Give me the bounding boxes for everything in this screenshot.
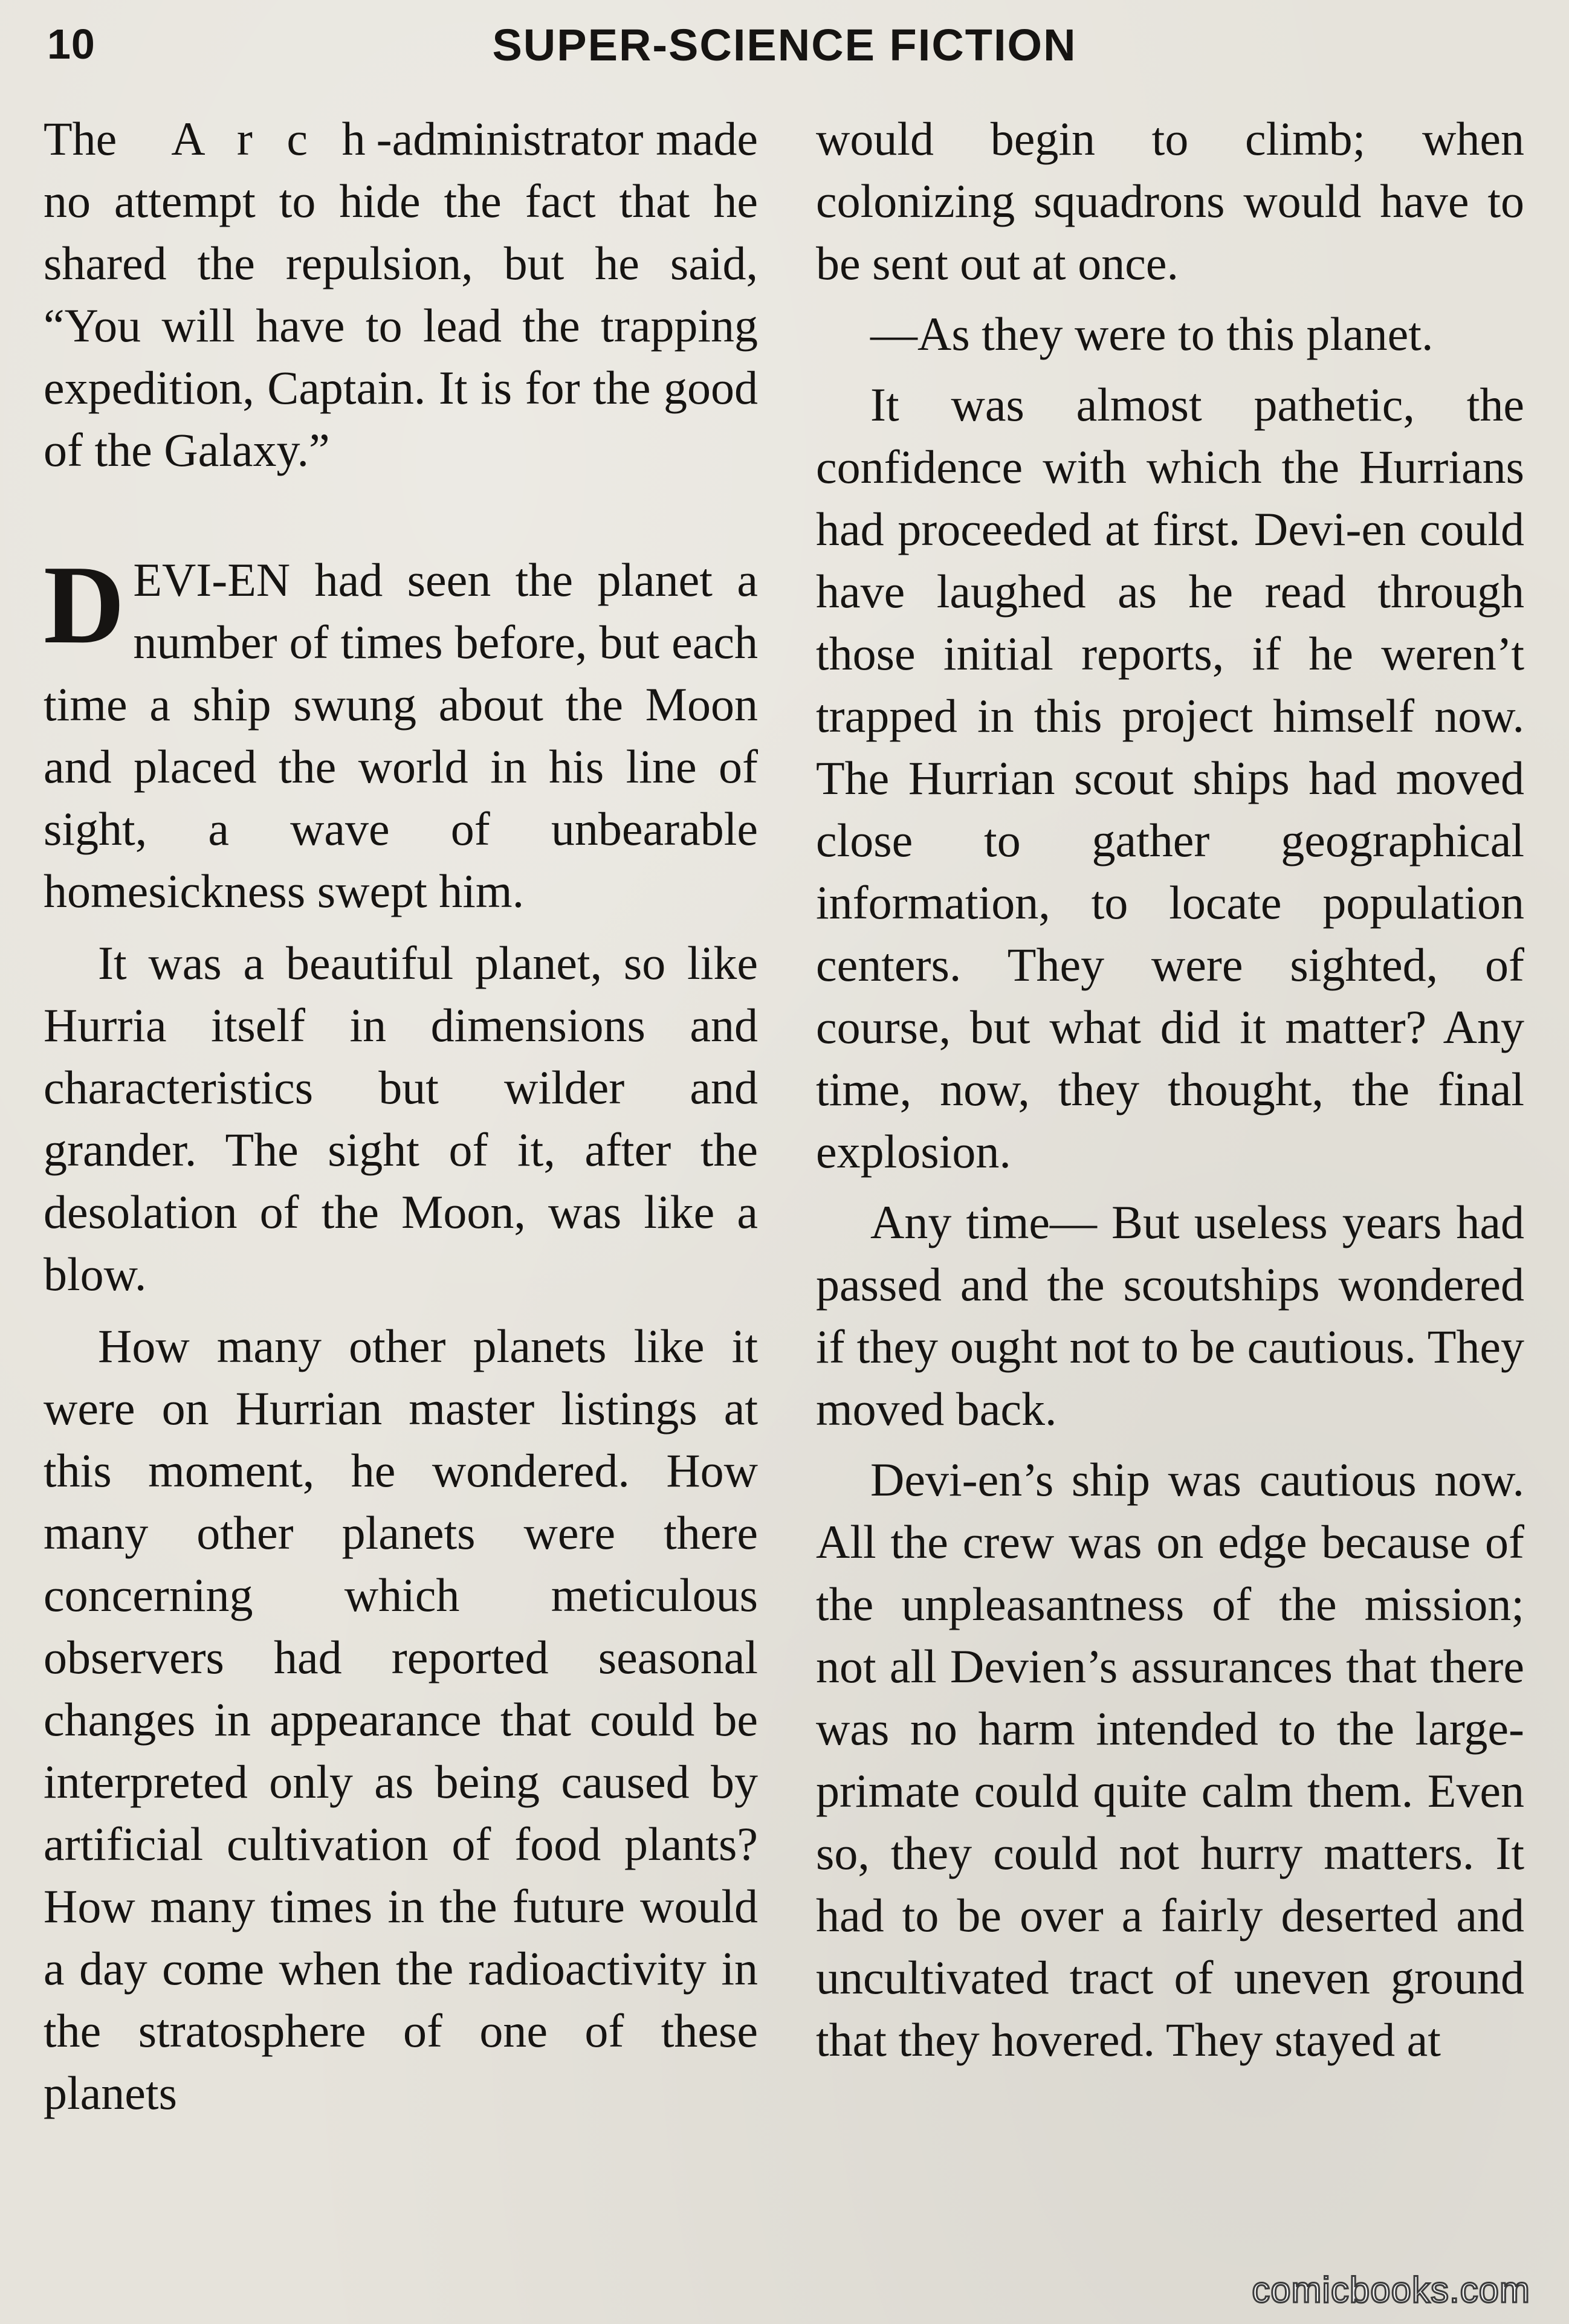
paragraph-text: had seen the planet a number of times before, but each time a ship swung about the Moon and placed the world in his line of sight, a wave of unbearable homesickness swept him. xyxy=(44,554,758,917)
left-column xyxy=(44,108,758,2124)
paragraph: It was a beautiful planet, so like Hurria itself in dimensions and characteristics but wilder and grander. The sight of it, after the desolation of the Moon, was like a blow. xyxy=(44,937,758,1300)
paragraph: It was almost pathetic, the confidence with which the Hurrians had proceeded at first. Devi-en could have laughed as he read through those initial reports, if he weren’t trapped in this project himself now. The Hurrian scout ships had moved close to gather geographical information, to locate population centers. They were sighted, of course, but what did it matter? Any time, now, they thought, the final explosion. xyxy=(816,378,1524,1178)
paragraph: Any time— But useless years had passed and the scoutships wondered if they ought not to be cautious. They moved back. xyxy=(816,1196,1524,1435)
paragraph-lead: The xyxy=(44,112,117,165)
drop-cap: D xyxy=(44,543,125,667)
site-watermark: comicbooks.com xyxy=(1252,2270,1530,2310)
spaced-word: A r c h xyxy=(171,112,377,165)
lead-in-caps: EVI-EN xyxy=(133,554,291,606)
running-head-title: SUPER-SCIENCE FICTION xyxy=(492,20,1077,70)
paragraph: Devi-en’s ship was cautious now. All the crew was on edge because of the unpleasantness of the mission; not all Devien’s assurances that there was no harm intended to the largeprimate could quite calm them. Even so, they could not hurry matters. It had to be over a fairly deserted and uncultivated tract of uneven ground that they hovered. They stayed at xyxy=(816,1453,1524,2066)
section-opening-paragraph xyxy=(44,543,758,922)
paragraph: would begin to climb; when colonizing squadrons would have to be sent out at once. xyxy=(816,112,1524,289)
page-number: 10 xyxy=(47,21,95,68)
paragraph-text: -administrator made no attempt to hide the fact that he shared the repulsion, but he said, “You will have to lead the trapping expedition, Captain. It is for the good of the Galaxy.” xyxy=(44,112,758,476)
paragraph: —As they were to this planet. xyxy=(870,308,1434,360)
paragraph xyxy=(44,108,758,481)
right-column xyxy=(816,108,1524,2071)
paragraph: How many other planets like it were on Hurrian master listings at this moment, he wondered. How many other planets were there concerning which meticulous observers had reported seasonal changes in appearance that could be interpreted only as being caused by artificial cultivation of food plants? How many times in the future would a day come when the radioactivity in the stratosphere of one of these planets xyxy=(44,1320,758,2119)
